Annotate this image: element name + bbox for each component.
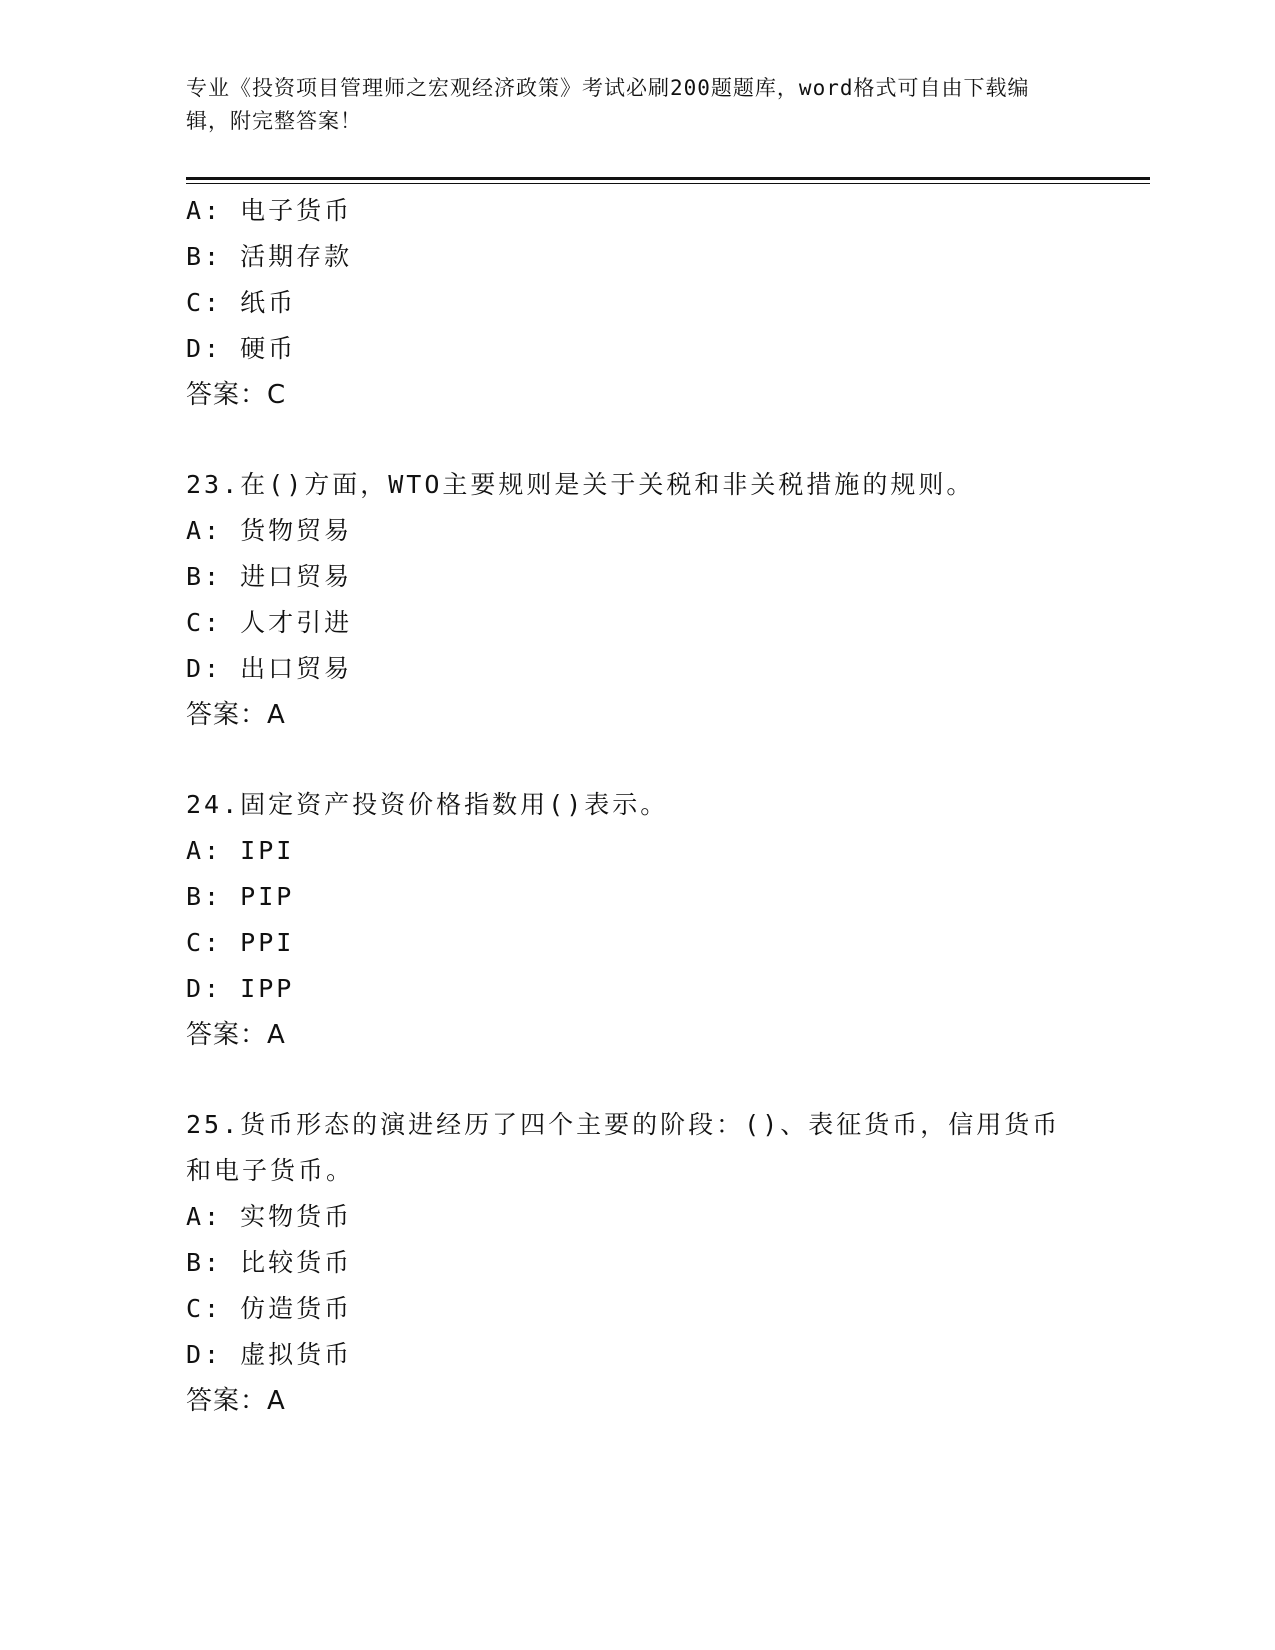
option-b: B: PIP (186, 882, 295, 911)
header-rule-thin (186, 183, 1150, 184)
option-b: B: 进口贸易 (186, 562, 353, 591)
option-c: C: 人才引进 (186, 608, 353, 637)
answer-line: 答案：A (186, 1386, 286, 1416)
option-a: A: 电子货币 (186, 196, 353, 225)
option-d: D: 硬币 (186, 334, 297, 363)
option-d: D: 虚拟货币 (186, 1340, 353, 1369)
option-c: C: PPI (186, 928, 295, 957)
question-text: 24.固定资产投资价格指数用()表示。 (186, 790, 669, 819)
question-block-23 (186, 462, 1086, 738)
question-block-25 (186, 1102, 1086, 1424)
question-gap (186, 1058, 1086, 1102)
option-b: B: 活期存款 (186, 242, 353, 271)
option-a: A: 实物货币 (186, 1202, 353, 1231)
option-a: A: IPI (186, 836, 295, 865)
question-gap (186, 738, 1086, 782)
question-block-24 (186, 782, 1086, 1058)
answer-line: 答案：C (186, 380, 287, 410)
option-c: C: 纸币 (186, 288, 297, 317)
header-rule-thick (186, 177, 1150, 180)
document-header: 专业《投资项目管理师之宏观经济政策》考试必刷200题题库，word格式可自由下载编辑，附完整答案！ (186, 76, 1030, 133)
option-a: A: 货物贸易 (186, 516, 353, 545)
question-block-partial (186, 188, 1086, 418)
answer-line: 答案：A (186, 700, 286, 730)
question-text: 25.货币形态的演进经历了四个主要的阶段：()、表征货币，信用货币和电子货币。 (186, 1110, 1061, 1185)
option-d: D: IPP (186, 974, 295, 1003)
option-c: C: 仿造货币 (186, 1294, 353, 1323)
question-list (186, 188, 1086, 1424)
question-text: 23.在()方面，WTO主要规则是关于关税和非关税措施的规则。 (186, 470, 975, 499)
answer-line: 答案：A (186, 1020, 286, 1050)
option-d: D: 出口贸易 (186, 654, 353, 683)
question-gap (186, 418, 1086, 462)
option-b: B: 比较货币 (186, 1248, 353, 1277)
